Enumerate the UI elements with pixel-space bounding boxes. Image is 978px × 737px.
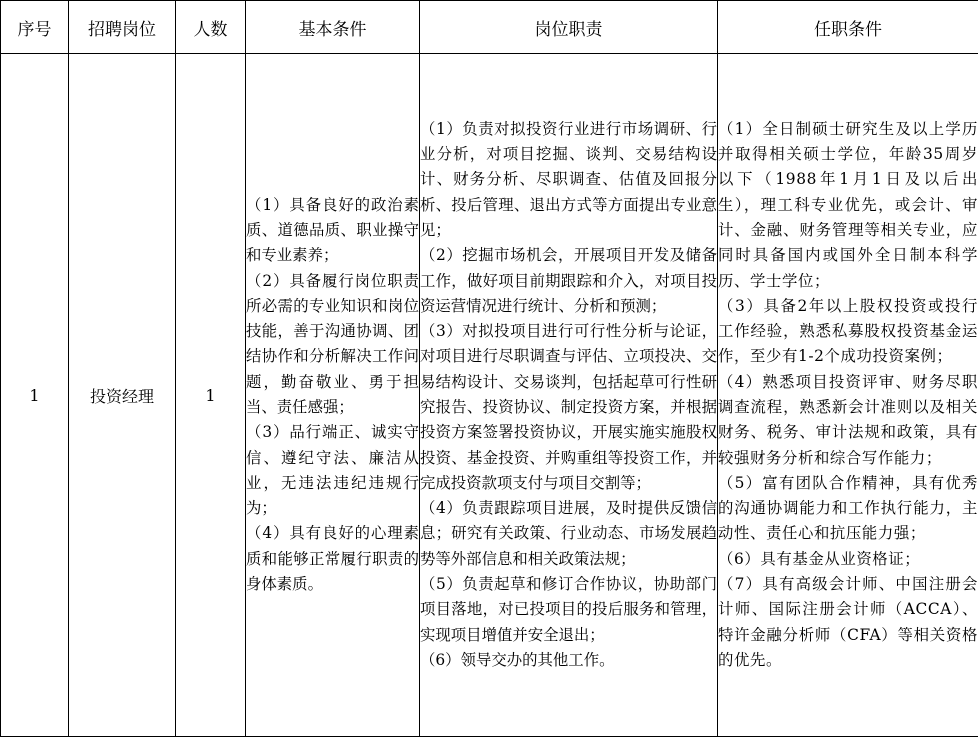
basic-item: （3）品行端正、诚实守信、遵纪守法、廉洁从业，无违法违纪违规行为； <box>246 423 419 518</box>
requirement-item: （1）全日制硕士研究生及以上学历并取得相关硕士学位，年龄35周岁以下（1988年1月1日及以后出生），理工科专业优先，或会计、审计、金融、财务管理等相关专业，应同时具备国内或国外全日制本科学历、学士学位； <box>718 119 978 290</box>
header-position: 招聘岗位 <box>69 1 176 54</box>
header-job-duties: 岗位职责 <box>420 1 718 54</box>
requirement-item: （6）具有基金从业资格证； <box>718 549 921 568</box>
cell-seq: 1 <box>1 54 69 737</box>
table-row <box>1 54 978 737</box>
requirement-item: （4）熟悉项目投资评审、财务尽职调查流程，熟悉新会计准则以及相关财务、税务、审计法规和政策，具有较强财务分析和综合写作能力； <box>718 372 978 467</box>
cell-position: 投资经理 <box>69 54 176 737</box>
basic-item: （1）具备良好的政治素质、道德品质、职业操守和专业素养； <box>246 195 419 265</box>
basic-item: （4）具有良好的心理素质和能够正常履行职责的身体素质。 <box>246 524 419 594</box>
basic-item: （2）具备履行岗位职责所必需的专业知识和岗位技能，善于沟通协调、团结协作和分析解决工作问题，勤奋敬业、勇于担当、责任感强； <box>246 271 419 416</box>
duty-item: （3）对拟投项目进行可行性分析与论证，对项目进行尽职调查与评估、立项投决、交易结构设计、交易谈判，包括起草可行性研究报告、投资协议、制定投资方案，并根据投资方案签署投资协议，开展实施实施股权投资、基金投资、并购重组等投资工作，并完成投资款项支付与项目交割等； <box>420 322 717 492</box>
duty-item: （6）领导交办的其他工作。 <box>420 650 615 669</box>
requirement-item: （3）具备2年以上股权投资或投行工作经验，熟悉私募股权投资基金运作，至少有1-2个成功投资案例； <box>718 296 978 366</box>
header-count: 人数 <box>176 1 246 54</box>
cell-job-requirements <box>718 54 978 737</box>
duty-item: （1）负责对拟投资行业进行市场调研、行业分析，对项目挖掘、谈判、交易结构设计、财务分析、尽职调查、估值及回报分析、投后管理、退出方式等方面提出专业意见； <box>420 119 717 239</box>
requirement-item: （7）具有高级会计师、中国注册会计师、国际注册会计师（ACCA）、特许金融分析师（CFA）等相关资格的优先。 <box>718 575 978 669</box>
duty-item: （5）负责起草和修订合作协议，协助部门项目落地，对已投项目的投后服务和管理，实现项目增值并安全退出； <box>420 575 717 644</box>
cell-count: 1 <box>176 54 246 737</box>
header-row <box>1 1 978 54</box>
header-basic-conditions: 基本条件 <box>246 1 420 54</box>
cell-basic-conditions <box>246 54 420 737</box>
requirement-item: （5）富有团队合作精神，具有优秀的沟通协调能力和工作执行能力，主动性、责任心和抗压能力强； <box>718 473 978 543</box>
cell-job-duties <box>420 54 718 737</box>
header-job-requirements: 任职条件 <box>718 1 978 54</box>
duty-item: （2）挖掘市场机会，开展项目开发及储备工作，做好项目前期跟踪和介入，对项目投资运营情况进行统计、分析和预测； <box>420 246 717 315</box>
duty-item: （4）负责跟踪项目进展，及时提供反馈信息；研究有关政策、行业动态、市场发展趋势等外部信息和相关政策法规； <box>420 499 717 568</box>
header-seq: 序号 <box>1 1 69 54</box>
